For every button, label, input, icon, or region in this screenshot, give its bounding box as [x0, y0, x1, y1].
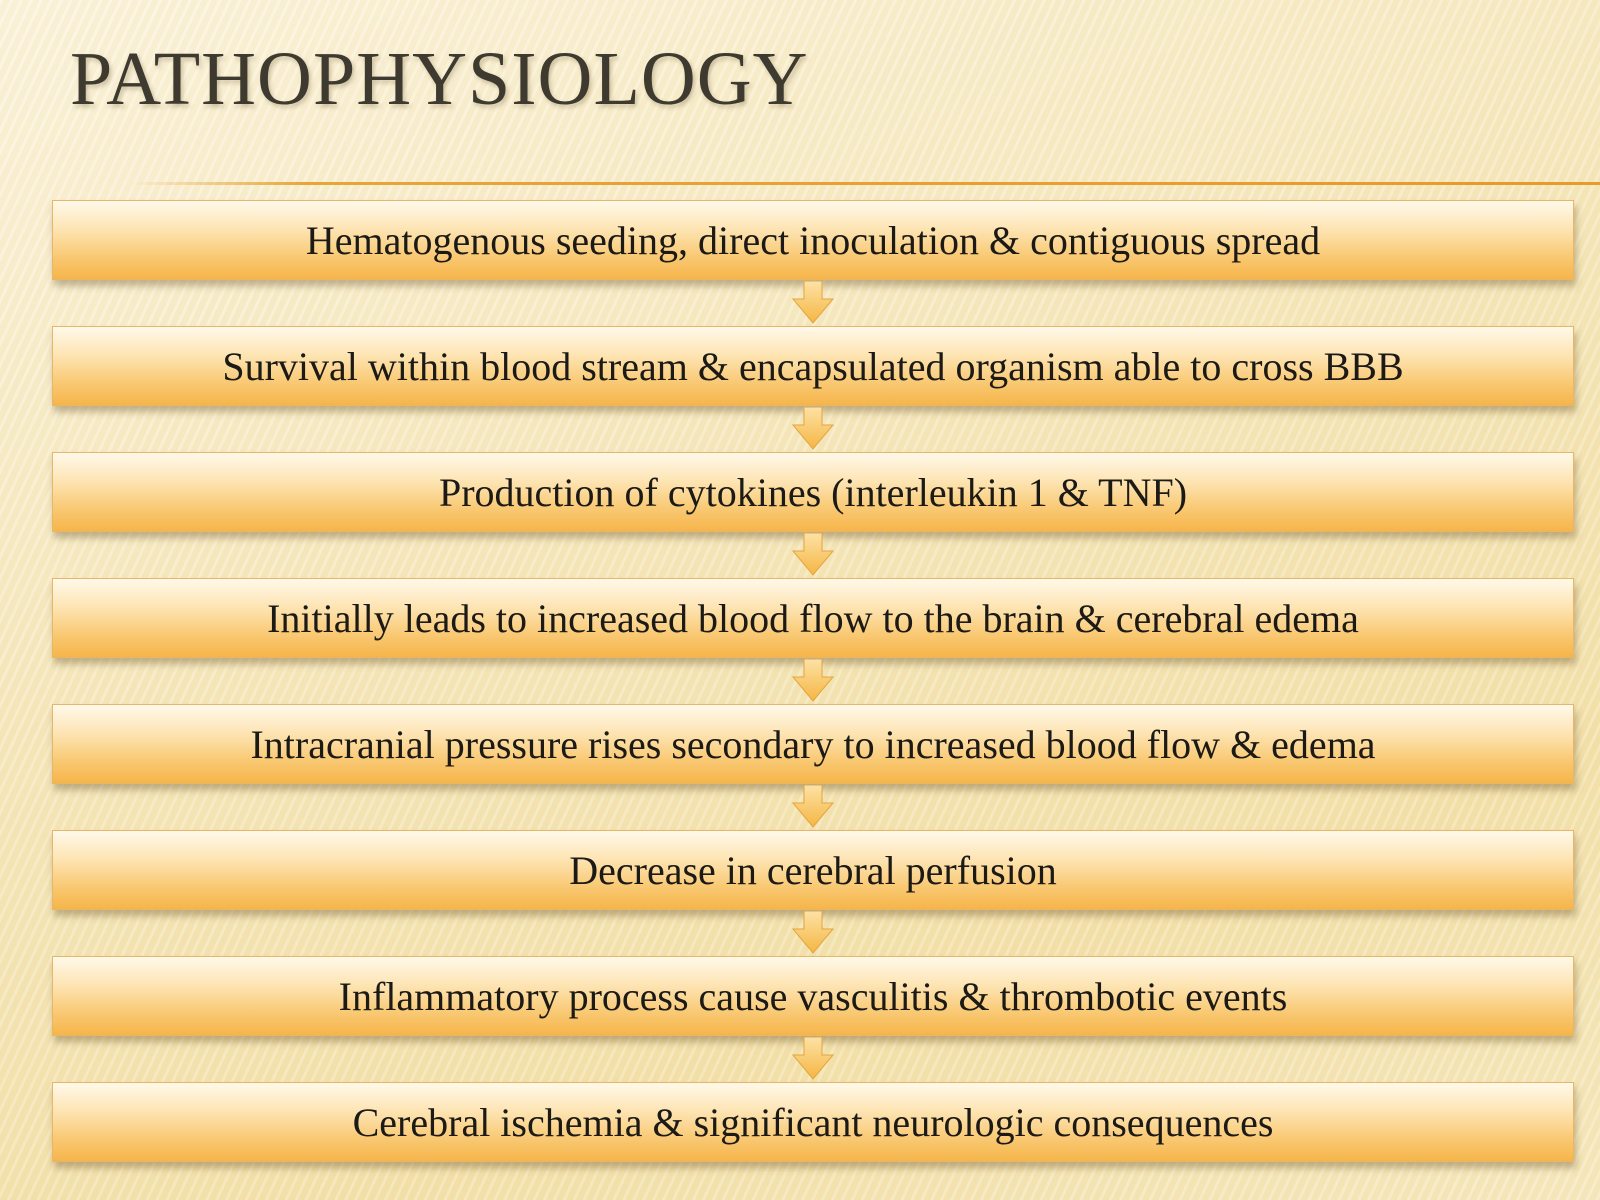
flow-step-4 — [52, 578, 1574, 658]
flow-step-5 — [52, 704, 1574, 784]
down-arrow-icon — [791, 659, 835, 703]
flow-step-label: Intracranial pressure rises secondary to increased blood flow & edema — [250, 721, 1376, 767]
down-arrow-icon — [791, 785, 835, 829]
down-arrow-icon — [791, 533, 835, 577]
down-arrow-icon — [791, 407, 835, 451]
down-arrow-icon — [791, 1037, 835, 1081]
flow-step-3 — [52, 452, 1574, 532]
down-arrow-icon — [791, 281, 835, 325]
page-title: PATHOPHYSIOLOGY — [70, 37, 809, 121]
flow-step-label: Cerebral ischemia & significant neurologic consequences — [352, 1099, 1274, 1145]
flow-step-label: Hematogenous seeding, direct inoculation & contiguous spread — [305, 217, 1321, 263]
flow-step-label: Production of cytokines (interleukin 1 & TNF) — [438, 469, 1188, 515]
flowchart — [52, 200, 1574, 1170]
flow-step-2 — [52, 326, 1574, 406]
flow-step-1 — [52, 200, 1574, 280]
flow-step-label: Decrease in cerebral perfusion — [569, 847, 1057, 893]
flow-step-label: Inflammatory process cause vasculitis & thrombotic events — [338, 973, 1288, 1019]
flow-step-8 — [52, 1082, 1574, 1162]
down-arrow-icon — [791, 911, 835, 955]
flow-step-6 — [52, 830, 1574, 910]
title-underline — [130, 182, 1600, 185]
flow-step-label: Survival within blood stream & encapsulated organism able to cross BBB — [222, 343, 1404, 389]
flow-step-7 — [52, 956, 1574, 1036]
flow-step-label: Initially leads to increased blood flow to the brain & cerebral edema — [267, 595, 1359, 641]
